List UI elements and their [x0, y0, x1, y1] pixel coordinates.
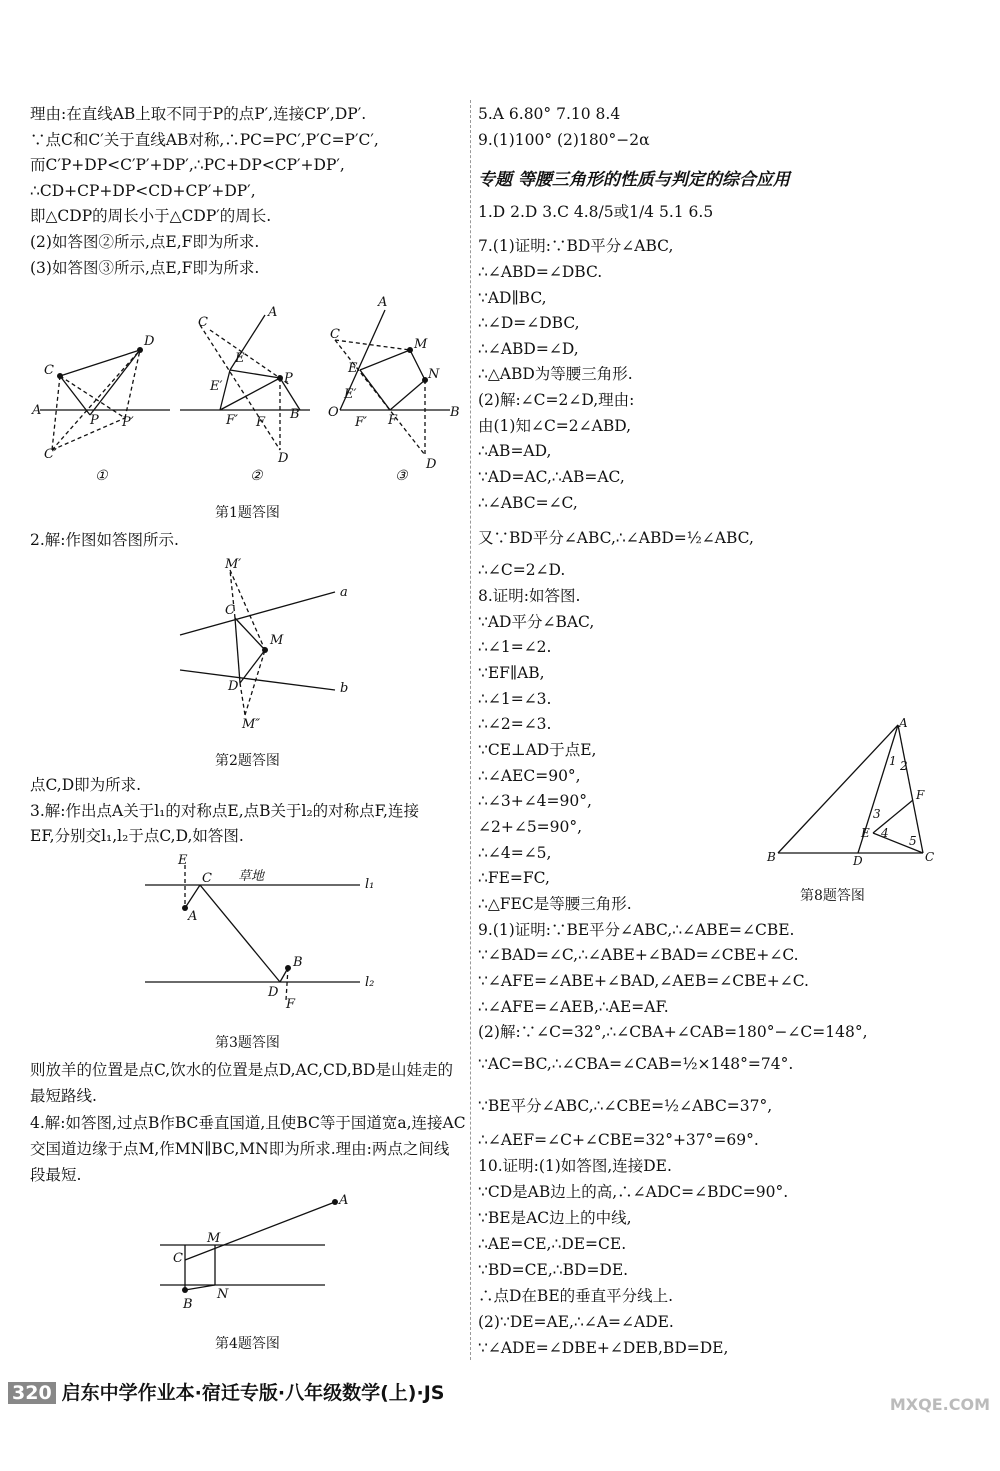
svg-text:l₂: l₂	[365, 975, 375, 990]
text-line: 交国道边缘于点M,作MN∥BC,MN即为所求.理由:两点之间线	[30, 1140, 450, 1158]
svg-text:C: C	[44, 363, 54, 378]
svg-text:P′: P′	[122, 415, 134, 430]
svg-text:B: B	[183, 1297, 193, 1312]
figure-3	[140, 850, 380, 1010]
text-line: ∴∠ABD=∠D,	[478, 340, 579, 358]
text-line: 5.A 6.80° 7.10 8.4	[478, 105, 621, 123]
svg-text:B: B	[290, 407, 300, 422]
svg-text:F: F	[388, 413, 398, 428]
text-line: ∵AD∥BC,	[478, 289, 547, 307]
text-line: ∴∠AFE=∠AEB,∴AE=AF.	[478, 998, 669, 1016]
svg-text:M: M	[270, 633, 284, 648]
svg-text:A: A	[188, 909, 198, 924]
svg-text:E′: E′	[210, 379, 223, 394]
text-line: ∴∠ABC=∠C,	[478, 494, 578, 512]
text-line: 则放羊的位置是点C,饮水的位置是点D,AC,CD,BD是山娃走的	[30, 1061, 453, 1079]
text-line: ∴∠C=2∠D.	[478, 561, 566, 579]
text-line: 而C′P+DP<C′P′+DP′,∴PC+DP<CP′+DP′,	[30, 156, 345, 174]
fig8-caption: 第8题答图	[800, 888, 865, 904]
text-line: ∵AD平分∠BAC,	[478, 613, 595, 631]
grass-label: 草地	[238, 869, 265, 884]
watermark: MXQE.COM	[889, 1395, 990, 1414]
text-line: ∴CD+CP+DP<CD+CP′+DP′,	[30, 182, 256, 200]
text-line: 4.解:如答图,过点B作BC垂直国道,且使BC等于国道宽a,连接AC	[30, 1114, 466, 1132]
svg-text:b: b	[340, 681, 349, 696]
svg-text:3: 3	[873, 807, 881, 821]
svg-text:C: C	[173, 1251, 183, 1266]
text-line: ∴∠AEF=∠C+∠CBE=32°+37°=69°.	[478, 1131, 759, 1149]
svg-text:D: D	[853, 854, 863, 865]
fig4-caption: 第4题答图	[215, 1336, 280, 1352]
svg-text:1: 1	[889, 754, 897, 768]
text-line: ∵EF∥AB,	[478, 664, 545, 682]
svg-text:O: O	[328, 405, 339, 420]
text-line: (2)∵DE=AE,∴∠A=∠ADE.	[478, 1313, 674, 1331]
figure-2	[170, 550, 370, 740]
page-number: 320	[8, 1382, 56, 1404]
text-line: ∴△FEC是等腰三角形.	[478, 895, 632, 913]
svg-text:B: B	[450, 405, 460, 420]
page-footer	[8, 1378, 444, 1405]
svg-text:C: C	[330, 327, 340, 342]
text-line: ∴AE=CE,∴DE=CE.	[478, 1235, 627, 1253]
text-line: ∵∠AFE=∠ABE+∠BAD,∠AEB=∠CBE+∠C.	[478, 972, 809, 990]
text-line: 又∵BD平分∠ABC,∴∠ABD=½∠ABC,	[478, 529, 754, 547]
figure-1	[30, 290, 470, 490]
text-line: ∴∠3+∠4=90°,	[478, 792, 592, 810]
text-line: ∴AB=AD,	[478, 442, 552, 460]
svg-text:M: M	[414, 337, 428, 352]
text-line: ∴∠4=∠5,	[478, 844, 552, 862]
text-line: (2)如答图②所示,点E,F即为所求.	[30, 233, 260, 251]
svg-text:D: D	[144, 334, 155, 349]
text-line: ∵BD=CE,∴BD=DE.	[478, 1261, 629, 1279]
text-line: ∴点D在BE的垂直平分线上.	[478, 1287, 674, 1305]
text-line: 9.(1)证明:∵BE平分∠ABC,∴∠ABE=∠CBE.	[478, 921, 795, 939]
text-line: ∵∠ADE=∠DBE+∠DEB,BD=DE,	[478, 1339, 729, 1357]
svg-text:E: E	[178, 853, 188, 868]
text-line: 8.证明:如答图.	[478, 587, 581, 605]
text-line: 最短路线.	[30, 1087, 97, 1105]
svg-text:D: D	[426, 457, 437, 472]
svg-text:E: E	[348, 361, 358, 376]
text-line: (2)解:∵∠C=32°,∴∠CBA+∠CAB=180°−∠C=148°,	[478, 1023, 868, 1041]
svg-text:4: 4	[881, 826, 889, 840]
text-line: ∴∠AEC=90°,	[478, 767, 581, 785]
svg-text:B: B	[767, 850, 776, 864]
text-line: EF,分别交l₁,l₂于点C,D,如答图.	[30, 827, 244, 845]
column-divider	[470, 100, 471, 1360]
svg-text:D: D	[228, 679, 239, 694]
text-line: ∵AD=AC,∴AB=AC,	[478, 468, 625, 486]
text-line: ∵∠BAD=∠C,∴∠ABE+∠BAD=∠CBE+∠C.	[478, 946, 799, 964]
text-line: 9.(1)100° (2)180°−2α	[478, 131, 650, 149]
text-line: ∵BE平分∠ABC,∴∠CBE=½∠ABC=37°,	[478, 1097, 773, 1115]
svg-text:F: F	[916, 788, 925, 802]
svg-text:5: 5	[909, 834, 917, 848]
svg-text:A: A	[899, 716, 908, 730]
text-line: 理由:在直线AB上取不同于P的点P′,连接CP′,DP′.	[30, 105, 367, 123]
figure-4	[155, 1190, 385, 1320]
book-title: 启东中学作业本·宿迁专版·八年级数学(上)·JS	[61, 1382, 445, 1404]
svg-text:2: 2	[900, 759, 908, 773]
svg-text:P: P	[90, 413, 99, 428]
fig1-label-3: ③	[395, 468, 408, 484]
text-line: ∵AC=BC,∴∠CBA=∠CAB=½×148°=74°.	[478, 1055, 794, 1073]
svg-text:C: C	[225, 603, 235, 618]
text-line: ∠2+∠5=90°,	[478, 818, 583, 836]
fig1-caption: 第1题答图	[215, 505, 280, 521]
text-line: 3.解:作出点A关于l₁的对称点E,点B关于l₂的对称点F,连接	[30, 802, 419, 820]
section-title: 专题 等腰三角形的性质与判定的综合应用	[478, 170, 790, 190]
text-line: ∴△ABD为等腰三角形.	[478, 365, 633, 383]
svg-text:M″: M″	[242, 717, 261, 732]
svg-text:C: C	[198, 315, 208, 330]
svg-text:F′: F′	[226, 413, 238, 428]
svg-text:A: A	[339, 1193, 349, 1208]
svg-text:F: F	[286, 997, 296, 1010]
text-line: ∴∠2=∠3.	[478, 715, 552, 733]
text-line: ∴∠D=∠DBC,	[478, 314, 580, 332]
text-line: ∵BE是AC边上的中线,	[478, 1209, 632, 1227]
text-line: (3)如答图③所示,点E,F即为所求.	[30, 259, 260, 277]
svg-text:N: N	[428, 367, 440, 382]
svg-text:F′: F′	[355, 415, 367, 430]
text-line: 即△CDP的周长小于△CDP′的周长.	[30, 207, 272, 225]
fig1-label-1: ①	[95, 468, 108, 484]
svg-text:M′: M′	[225, 557, 242, 572]
svg-text:F: F	[256, 415, 266, 430]
fig2-caption: 第2题答图	[215, 753, 280, 769]
svg-text:A: A	[378, 295, 388, 310]
svg-text:E: E	[861, 826, 870, 840]
figure-8	[763, 715, 938, 865]
svg-text:C′: C′	[44, 447, 57, 462]
fig3-caption: 第3题答图	[215, 1035, 280, 1051]
text-line: 10.证明:(1)如答图,连接DE.	[478, 1157, 672, 1175]
text-line: ∴∠ABD=∠DBC.	[478, 263, 603, 281]
svg-text:a: a	[340, 585, 348, 600]
text-line: 1.D 2.D 3.C 4.8/5或1/4 5.1 6.5	[478, 203, 714, 221]
text-line: (2)解:∠C=2∠D,理由:	[478, 391, 635, 409]
text-line: 点C,D即为所求.	[30, 776, 142, 794]
text-line: ∵CE⊥AD于点E,	[478, 741, 597, 759]
svg-text:N: N	[217, 1287, 229, 1302]
svg-text:A: A	[268, 305, 278, 320]
fig1-label-2: ②	[250, 468, 263, 484]
text-line: 段最短.	[30, 1166, 82, 1184]
svg-text:A: A	[32, 403, 42, 418]
svg-text:D: D	[268, 985, 279, 1000]
text-line: 2.解:作图如答图所示.	[30, 531, 179, 549]
svg-text:M: M	[207, 1231, 221, 1246]
svg-text:l₁: l₁	[365, 877, 375, 892]
svg-text:C: C	[202, 871, 212, 886]
svg-text:E: E	[235, 351, 245, 366]
svg-text:B: B	[293, 955, 303, 970]
text-line: ∴∠1=∠3.	[478, 690, 552, 708]
text-line: ∴FE=FC,	[478, 869, 550, 887]
svg-text:E′: E′	[344, 387, 357, 402]
svg-text:P: P	[284, 371, 293, 386]
text-line: 7.(1)证明:∵BD平分∠ABC,	[478, 237, 674, 255]
text-line: ∵点C和C′关于直线AB对称,∴PC=PC′,P′C=P′C′,	[30, 131, 379, 149]
text-line: ∴∠1=∠2.	[478, 638, 552, 656]
svg-text:C: C	[925, 850, 935, 864]
text-line: 由(1)知∠C=2∠ABD,	[478, 417, 632, 435]
svg-text:D: D	[278, 451, 289, 466]
text-line: ∵CD是AB边上的高,∴∠ADC=∠BDC=90°.	[478, 1183, 789, 1201]
